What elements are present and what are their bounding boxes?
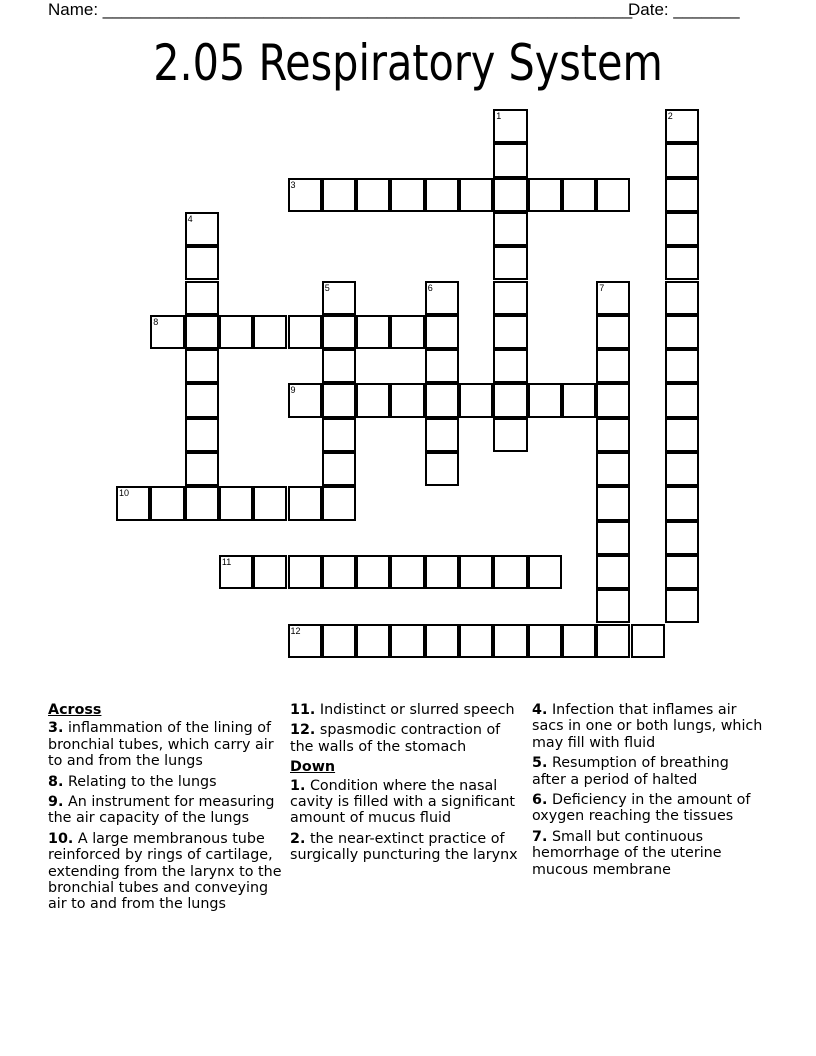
grid-cell[interactable] bbox=[322, 281, 356, 315]
name-field-label: Name: ________________________________________________________ bbox=[48, 0, 633, 19]
grid-cell[interactable] bbox=[185, 349, 219, 383]
grid-cell[interactable] bbox=[596, 521, 630, 555]
clue-across-8: 8. Relating to the lungs bbox=[48, 773, 217, 790]
grid-cell[interactable] bbox=[493, 246, 527, 280]
grid-cell[interactable] bbox=[425, 315, 459, 349]
grid-cell[interactable] bbox=[185, 418, 219, 452]
grid-cell[interactable] bbox=[596, 452, 630, 486]
grid-cell[interactable] bbox=[116, 486, 150, 520]
grid-cell[interactable] bbox=[493, 418, 527, 452]
grid-cell[interactable] bbox=[219, 555, 253, 589]
clue-number: 4 bbox=[187, 213, 193, 224]
grid-cell[interactable] bbox=[459, 555, 493, 589]
clues-column-3 bbox=[532, 702, 767, 882]
grid-cell[interactable] bbox=[322, 486, 356, 520]
grid-cell[interactable] bbox=[253, 315, 287, 349]
grid-cell[interactable] bbox=[528, 383, 562, 417]
grid-cell[interactable] bbox=[493, 555, 527, 589]
grid-cell[interactable] bbox=[185, 383, 219, 417]
grid-cell[interactable] bbox=[562, 383, 596, 417]
grid-cell[interactable] bbox=[596, 383, 630, 417]
grid-cell[interactable] bbox=[185, 212, 219, 246]
page-title: 2.05 Respiratory System bbox=[153, 34, 663, 92]
clue-down-2: 2. the near-extinct practice of surgically puncturing the larynx bbox=[290, 830, 518, 864]
grid-cell[interactable] bbox=[665, 486, 699, 520]
grid-cell[interactable] bbox=[665, 315, 699, 349]
grid-cell[interactable] bbox=[425, 281, 459, 315]
date-field-label: Date: _______ bbox=[628, 0, 740, 19]
clue-number: 1 bbox=[496, 111, 502, 121]
grid-cell[interactable] bbox=[288, 555, 322, 589]
grid-cell[interactable] bbox=[185, 452, 219, 486]
grid-cell[interactable] bbox=[150, 315, 184, 349]
grid-cell[interactable] bbox=[425, 452, 459, 486]
clue-number: 10 bbox=[119, 488, 130, 499]
grid-cell[interactable] bbox=[596, 418, 630, 452]
grid-cell[interactable] bbox=[356, 178, 390, 212]
clue-across-12: 12. spasmodic contraction of the walls of the stomach bbox=[290, 722, 501, 755]
grid-cell[interactable] bbox=[493, 281, 527, 315]
grid-cell[interactable] bbox=[665, 383, 699, 417]
grid-cell[interactable] bbox=[665, 281, 699, 315]
grid-cell[interactable] bbox=[528, 178, 562, 212]
grid-cell[interactable] bbox=[356, 315, 390, 349]
clue-down-1: 1. Condition where the nasal cavity is filled with a significant amount of mucus fluid bbox=[290, 777, 516, 827]
grid-cell[interactable] bbox=[425, 624, 459, 658]
clue-number: 8 bbox=[153, 316, 159, 327]
grid-cell[interactable] bbox=[425, 555, 459, 589]
grid-cell[interactable] bbox=[253, 486, 287, 520]
grid-cell[interactable] bbox=[356, 383, 390, 417]
grid-cell[interactable] bbox=[665, 212, 699, 246]
grid-cell[interactable] bbox=[150, 486, 184, 520]
clue-across-9: 9. An instrument for measuring the air capacity of the lungs bbox=[48, 794, 275, 827]
grid-cell[interactable] bbox=[288, 383, 322, 417]
grid-cell[interactable] bbox=[665, 521, 699, 555]
grid-cell[interactable] bbox=[425, 418, 459, 452]
grid-cell[interactable] bbox=[356, 624, 390, 658]
grid-cell[interactable] bbox=[322, 555, 356, 589]
grid-cell[interactable] bbox=[390, 624, 424, 658]
clue-number: 7 bbox=[599, 282, 605, 293]
grid-cell[interactable] bbox=[493, 212, 527, 246]
grid-cell[interactable] bbox=[665, 589, 699, 623]
grid-cell[interactable] bbox=[288, 178, 322, 212]
grid-cell[interactable] bbox=[596, 281, 630, 315]
grid-cell[interactable] bbox=[493, 624, 527, 658]
grid-cell[interactable] bbox=[493, 109, 527, 143]
grid-cell[interactable] bbox=[596, 555, 630, 589]
grid-cell[interactable] bbox=[665, 143, 699, 177]
grid-cell[interactable] bbox=[185, 315, 219, 349]
grid-cell[interactable] bbox=[665, 418, 699, 452]
clue-across-3: 3. inflammation of the lining of bronchial tubes, which carry air to and from the lungs bbox=[48, 720, 274, 770]
grid-cell[interactable] bbox=[390, 555, 424, 589]
grid-cell[interactable] bbox=[493, 315, 527, 349]
grid-cell[interactable] bbox=[390, 315, 424, 349]
grid-cell[interactable] bbox=[288, 624, 322, 658]
grid-cell[interactable] bbox=[631, 624, 665, 658]
grid-cell[interactable] bbox=[253, 555, 287, 589]
clue-number: 11 bbox=[221, 556, 232, 567]
clues-column-2 bbox=[290, 702, 525, 868]
clue-down-5: 5. Resumption of breathing after a period of halted bbox=[532, 755, 729, 788]
grid-cell[interactable] bbox=[493, 143, 527, 177]
grid-cell[interactable] bbox=[288, 486, 322, 520]
grid-cell[interactable] bbox=[322, 383, 356, 417]
across-heading: Across bbox=[48, 702, 102, 718]
grid-cell[interactable] bbox=[562, 178, 596, 212]
grid-cell[interactable] bbox=[493, 349, 527, 383]
clue-across-11: 11. Indistinct or slurred speech bbox=[290, 702, 515, 718]
clues-column-1 bbox=[48, 702, 283, 917]
grid-cell[interactable] bbox=[459, 383, 493, 417]
grid-cell[interactable] bbox=[288, 315, 322, 349]
grid-cell[interactable] bbox=[459, 178, 493, 212]
clue-number: 12 bbox=[290, 625, 301, 636]
grid-cell[interactable] bbox=[596, 486, 630, 520]
grid-cell[interactable] bbox=[390, 178, 424, 212]
clue-number: 2 bbox=[667, 111, 673, 121]
clue-down-6: 6. Deficiency in the amount of oxygen reaching the tissues bbox=[532, 792, 751, 825]
clue-down-4: 4. Infection that inflames air sacs in one or both lungs, which may fill with fluid bbox=[532, 702, 763, 751]
grid-cell[interactable] bbox=[425, 349, 459, 383]
grid-cell[interactable] bbox=[322, 315, 356, 349]
grid-cell[interactable] bbox=[665, 452, 699, 486]
grid-cell[interactable] bbox=[185, 281, 219, 315]
grid-cell[interactable] bbox=[596, 624, 630, 658]
grid-cell[interactable] bbox=[493, 383, 527, 417]
down-heading: Down bbox=[290, 759, 336, 776]
grid-cell[interactable] bbox=[219, 315, 253, 349]
grid-cell[interactable] bbox=[322, 178, 356, 212]
grid-cell[interactable] bbox=[356, 555, 390, 589]
grid-cell[interactable] bbox=[322, 349, 356, 383]
grid-cell[interactable] bbox=[493, 178, 527, 212]
grid-cell[interactable] bbox=[596, 589, 630, 623]
grid-cell[interactable] bbox=[665, 178, 699, 212]
grid-cell[interactable] bbox=[596, 178, 630, 212]
grid-cell[interactable] bbox=[528, 555, 562, 589]
grid-cell[interactable] bbox=[185, 246, 219, 280]
grid-cell[interactable] bbox=[596, 349, 630, 383]
grid-cell[interactable] bbox=[219, 486, 253, 520]
grid-cell[interactable] bbox=[562, 624, 596, 658]
grid-cell[interactable] bbox=[425, 383, 459, 417]
clue-number: 9 bbox=[290, 385, 296, 396]
clue-number: 6 bbox=[427, 282, 433, 293]
clue-number: 5 bbox=[324, 282, 330, 293]
grid-cell[interactable] bbox=[665, 246, 699, 280]
grid-cell[interactable] bbox=[528, 624, 562, 658]
grid-cell[interactable] bbox=[322, 452, 356, 486]
grid-cell[interactable] bbox=[425, 178, 459, 212]
grid-cell[interactable] bbox=[596, 315, 630, 349]
clue-across-10: 10. A large membranous tube reinforced by rings of cartilage, extending from the larynx to the bronchial tubes and conveying air to and from the lungs bbox=[48, 830, 282, 913]
grid-cell[interactable] bbox=[322, 418, 356, 452]
grid-cell[interactable] bbox=[185, 486, 219, 520]
grid-cell[interactable] bbox=[665, 109, 699, 143]
grid-cell[interactable] bbox=[322, 624, 356, 658]
clue-down-7: 7. Small but continuous hemorrhage of the uterine mucous membrane bbox=[532, 828, 722, 878]
clue-number: 3 bbox=[290, 179, 296, 190]
grid-cell[interactable] bbox=[665, 555, 699, 589]
grid-cell[interactable] bbox=[459, 624, 493, 658]
grid-cell[interactable] bbox=[665, 349, 699, 383]
grid-cell[interactable] bbox=[390, 383, 424, 417]
